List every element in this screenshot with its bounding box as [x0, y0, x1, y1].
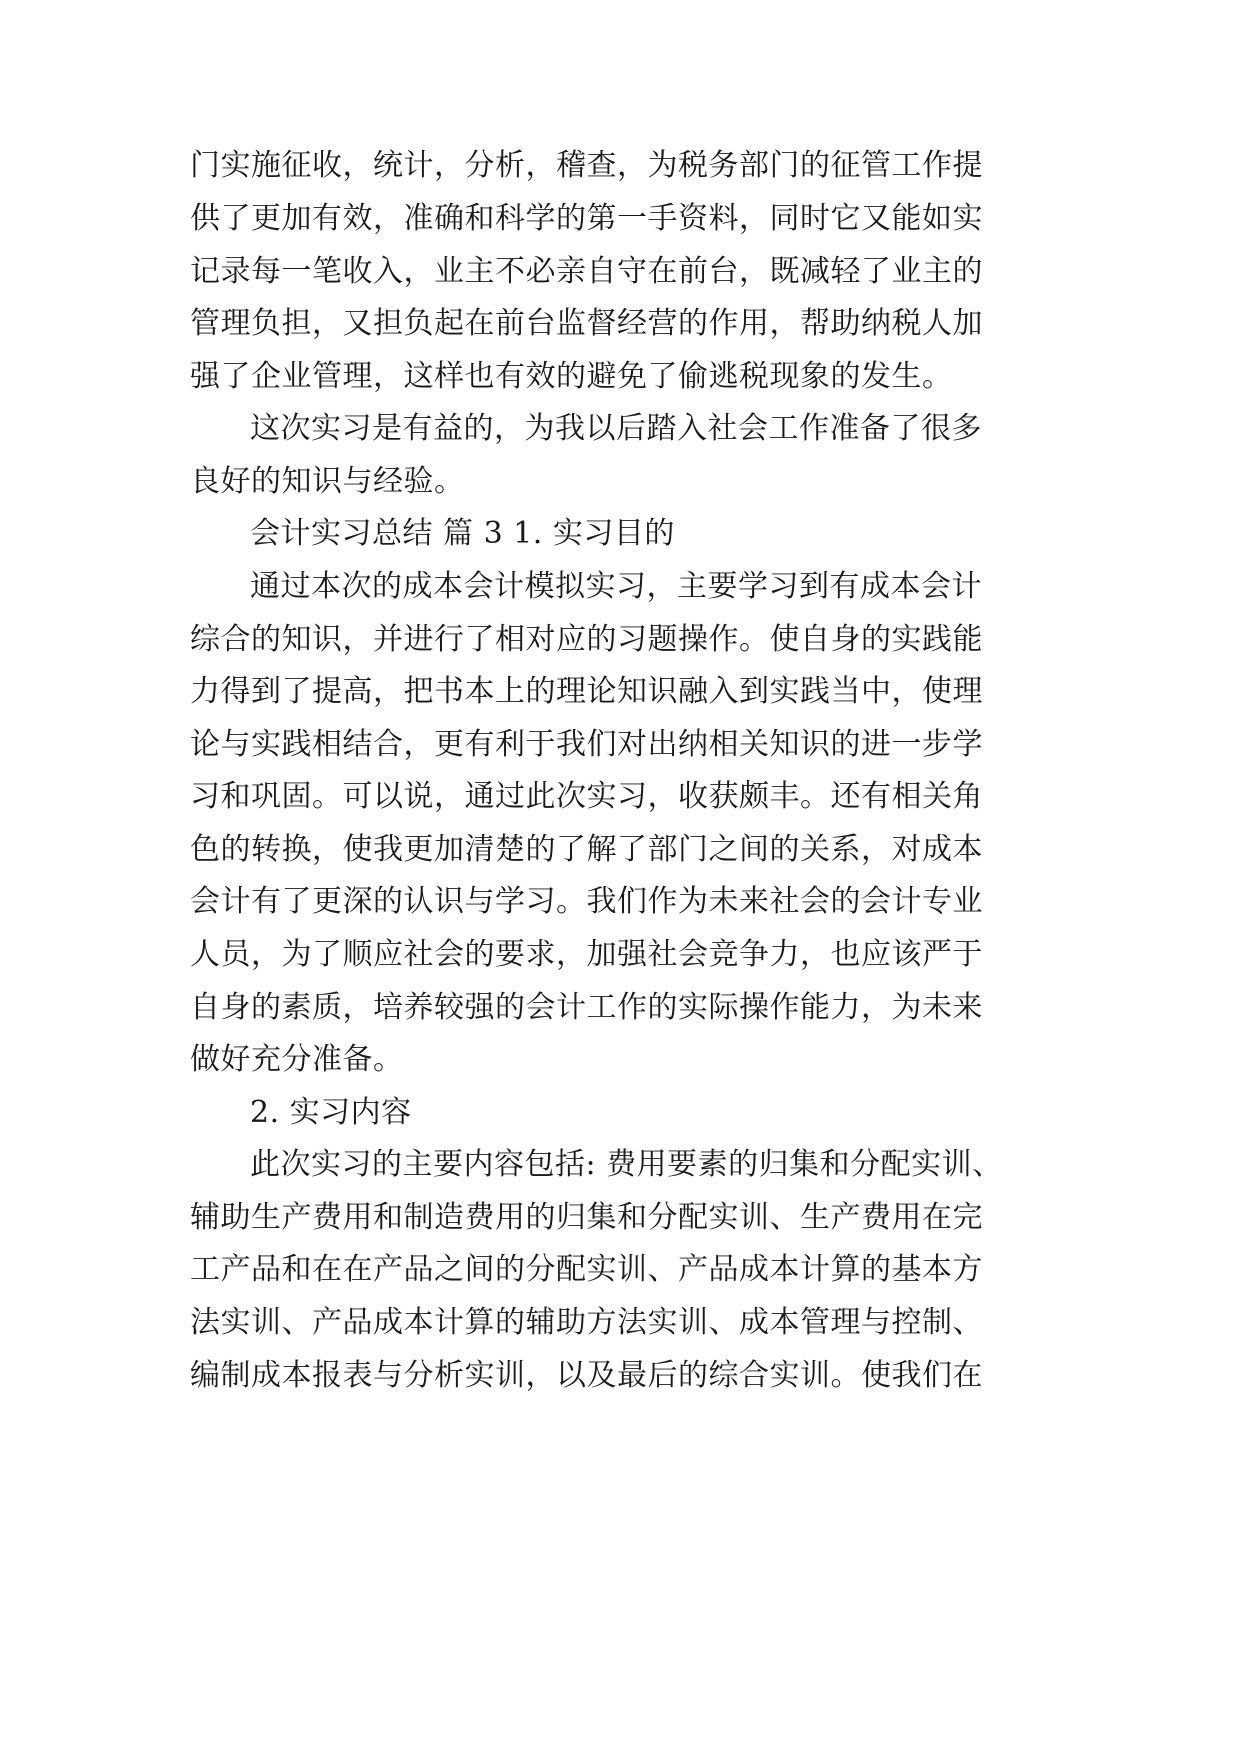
text-line: 管理负担，又担负起在前台监督经营的作用，帮助纳税人加 [190, 306, 983, 341]
text-line: 工产品和在在产品之间的分配实训、产品成本计算的基本方 [190, 1252, 983, 1287]
section-heading: 2. 实习内容 [250, 1095, 412, 1130]
text-line: 辅助生产费用和制造费用的归集和分配实训、生产费用在完 [190, 1200, 983, 1235]
paragraph-start-line: 这次实习是有益的，为我以后踏入社会工作准备了很多 [250, 411, 982, 446]
section-heading: 会计实习总结 篇 3 1. 实习目的 [250, 516, 675, 551]
text-line: 综合的知识，并进行了相对应的习题操作。使自身的实践能 [190, 622, 983, 657]
text-line: 门实施征收，统计，分析，稽查，为税务部门的征管工作提 [190, 148, 983, 183]
text-line: 自身的素质，培养较强的会计工作的实际操作能力，为未来 [190, 990, 983, 1025]
text-line: 论与实践相结合，更有利于我们对出纳相关知识的进一步学 [190, 727, 983, 762]
text-line: 习和巩固。可以说，通过此次实习，收获颇丰。还有相关角 [190, 779, 983, 814]
text-line: 会计有了更深的认识与学习。我们作为未来社会的会计专业 [190, 884, 983, 919]
text-line: 强了企业管理，这样也有效的避免了偷逃税现象的发生。 [190, 359, 953, 394]
text-line: 法实训、产品成本计算的辅助方法实训、成本管理与控制、 [190, 1305, 983, 1340]
text-line: 人员，为了顺应社会的要求，加强社会竞争力，也应该严于 [190, 937, 983, 972]
text-line: 良好的知识与经验。 [190, 464, 465, 499]
text-line: 记录每一笔收入，业主不必亲自守在前台，既减轻了业主的 [190, 254, 983, 289]
text-line: 供了更加有效，准确和科学的第一手资料，同时它又能如实 [190, 201, 983, 236]
text-line: 色的转换，使我更加清楚的了解了部门之间的关系，对成本 [190, 832, 983, 867]
text-line: 编制成本报表与分析实训，以及最后的综合实训。使我们在 [190, 1358, 983, 1393]
paragraph-start-line: 通过本次的成本会计模拟实习，主要学习到有成本会计 [250, 569, 982, 604]
text-line: 做好充分准备。 [190, 1042, 404, 1077]
paragraph-start-line: 此次实习的主要内容包括: 费用要素的归集和分配实训、 [250, 1147, 1003, 1182]
text-line: 力得到了提高，把书本上的理论知识融入到实践当中，使理 [190, 674, 983, 709]
